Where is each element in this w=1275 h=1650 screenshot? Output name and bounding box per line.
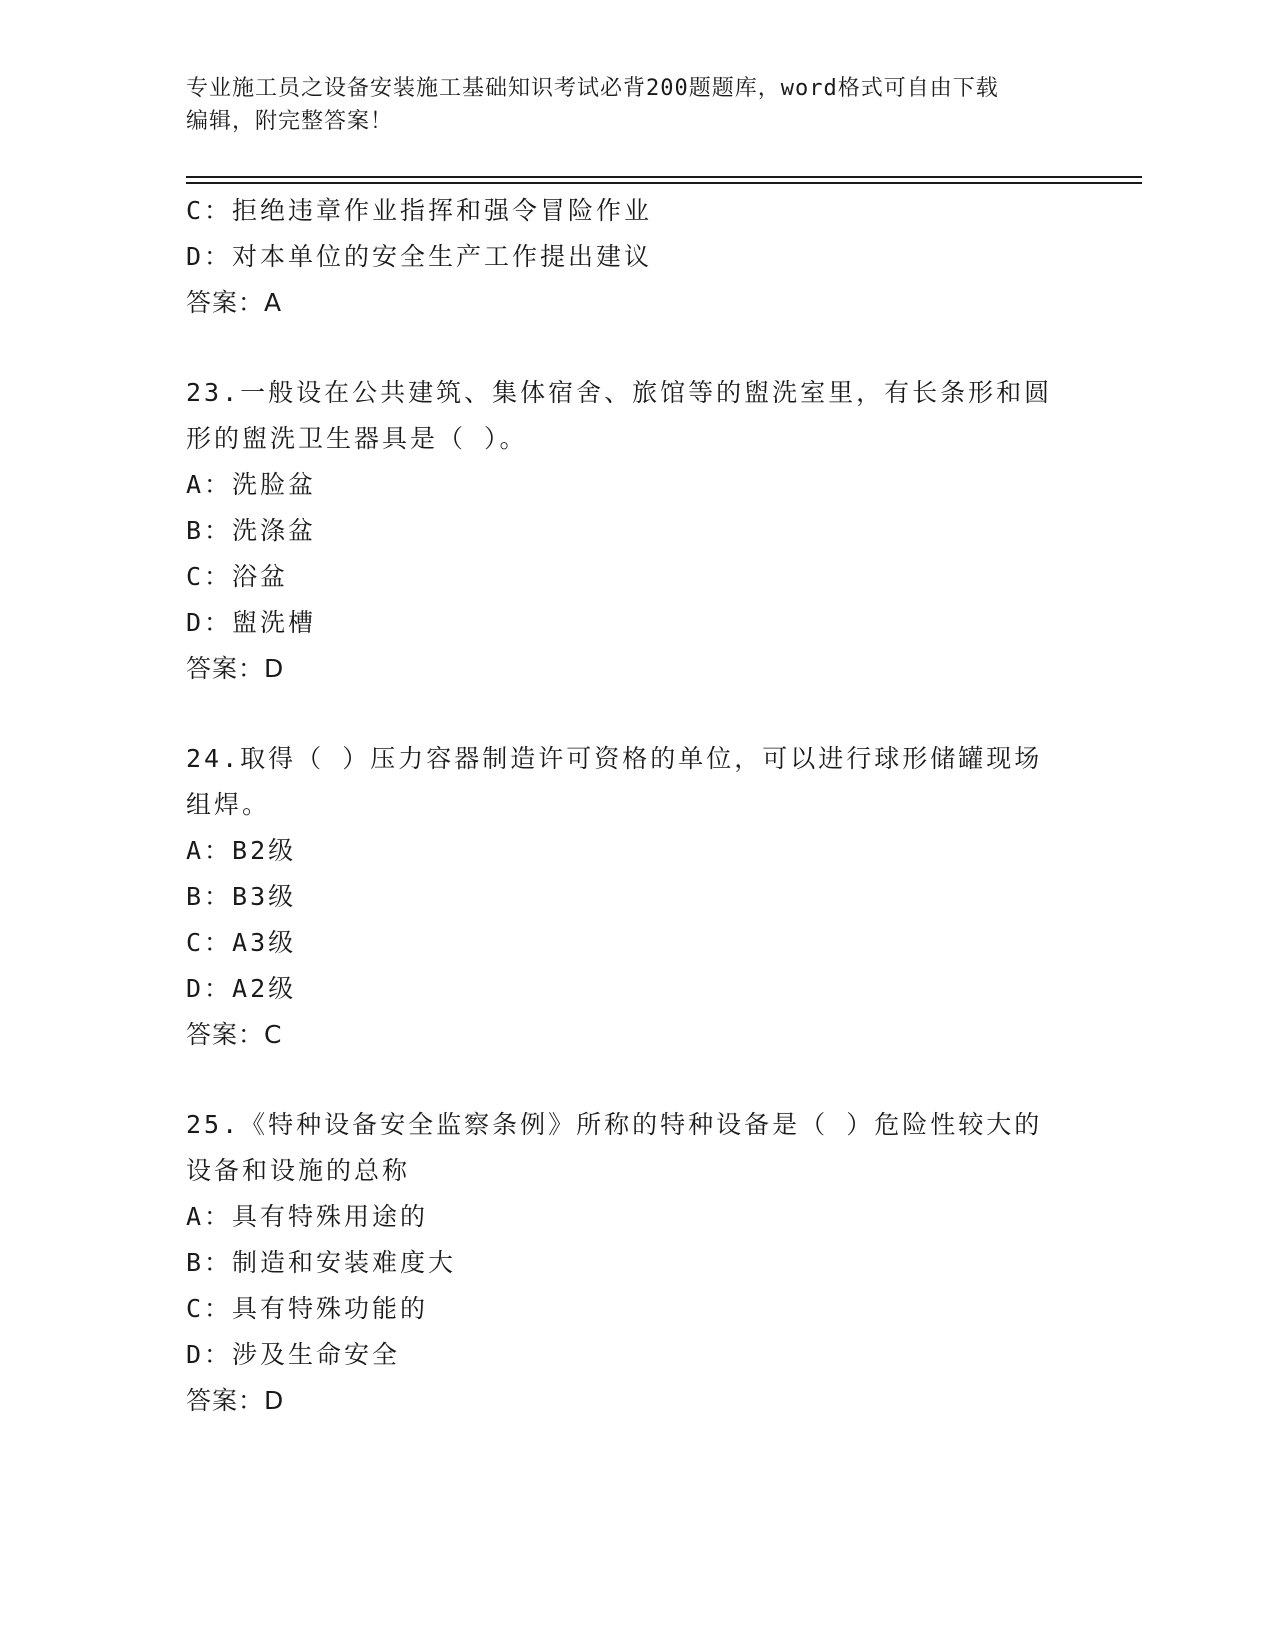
question-stem-line-2: 形的盥洗卫生器具是（ ）。 xyxy=(186,424,528,453)
question-stem-line-1: 24.取得（ ）压力容器制造许可资格的单位，可以进行球形储罐现场 xyxy=(186,744,1043,773)
question-23 xyxy=(186,370,1086,692)
option-b: B：洗涤盆 xyxy=(186,516,317,545)
option-d: D：对本单位的安全生产工作提出建议 xyxy=(186,242,653,271)
spacer xyxy=(186,692,1086,736)
answer-line: 答案：A xyxy=(186,288,283,317)
option-c: C：A3级 xyxy=(186,928,297,957)
spacer xyxy=(186,1058,1086,1102)
header-divider-top xyxy=(186,176,1142,178)
option-b: B：制造和安装难度大 xyxy=(186,1248,457,1277)
question-stem-line-2: 组焊。 xyxy=(186,790,271,819)
spacer xyxy=(186,326,1086,370)
answer-line: 答案：D xyxy=(186,1386,285,1415)
option-d: D：盥洗槽 xyxy=(186,608,317,637)
option-d: D：涉及生命安全 xyxy=(186,1340,401,1369)
option-a: A：洗脸盆 xyxy=(186,470,317,499)
document-header xyxy=(186,72,1066,138)
option-c: C：拒绝违章作业指挥和强令冒险作业 xyxy=(186,196,653,225)
option-a: A：具有特殊用途的 xyxy=(186,1202,429,1231)
question-stem-line-1: 25.《特种设备安全监察条例》所称的特种设备是（ ）危险性较大的 xyxy=(186,1110,1043,1139)
option-c: C：浴盆 xyxy=(186,562,289,591)
document-body xyxy=(186,188,1086,1424)
question-stem-line-2: 设备和设施的总称 xyxy=(186,1156,411,1185)
question-25 xyxy=(186,1102,1086,1424)
header-line-2: 编辑，附完整答案！ xyxy=(186,109,394,134)
question-24 xyxy=(186,736,1086,1058)
answer-line: 答案：D xyxy=(186,654,285,683)
option-c: C：具有特殊功能的 xyxy=(186,1294,429,1323)
option-a: A：B2级 xyxy=(186,836,297,865)
question-stem-line-1: 23.一般设在公共建筑、集体宿舍、旅馆等的盥洗室里，有长条形和圆 xyxy=(186,378,1053,407)
header-line-1: 专业施工员之设备安装施工基础知识考试必背200题题库，word格式可自由下载 xyxy=(186,76,999,101)
question-22-tail xyxy=(186,188,1086,326)
header-divider-bottom xyxy=(186,182,1142,184)
option-d: D：A2级 xyxy=(186,974,297,1003)
answer-line: 答案：C xyxy=(186,1020,283,1049)
option-b: B：B3级 xyxy=(186,882,297,911)
